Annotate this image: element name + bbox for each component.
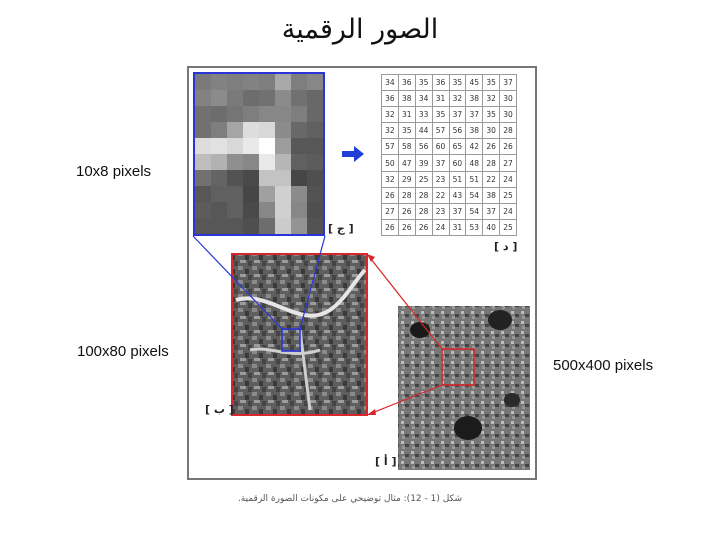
matrix-cell: 47 xyxy=(398,155,415,171)
figure-caption: شكل (1 - 12): مثال توضيحي على مكونات الصورة الرقمية. xyxy=(237,494,463,504)
pane-label-a: [ أ ] xyxy=(375,455,397,468)
matrix-cell: 45 xyxy=(466,75,483,91)
matrix-cell: 35 xyxy=(415,75,432,91)
matrix-cell: 65 xyxy=(449,139,466,155)
matrix-cell: 42 xyxy=(466,139,483,155)
matrix-cell: 27 xyxy=(382,203,399,219)
matrix-cell: 31 xyxy=(432,91,449,107)
matrix-cell: 38 xyxy=(466,123,483,139)
matrix-cell: 36 xyxy=(382,91,399,107)
matrix-cell: 25 xyxy=(500,219,517,235)
matrix-cell: 30 xyxy=(500,91,517,107)
matrix-cell: 44 xyxy=(415,123,432,139)
matrix-cell: 30 xyxy=(483,123,500,139)
matrix-cell: 37 xyxy=(500,75,517,91)
matrix-cell: 32 xyxy=(382,107,399,123)
matrix-cell: 35 xyxy=(449,75,466,91)
matrix-cell: 53 xyxy=(466,219,483,235)
matrix-cell: 34 xyxy=(415,91,432,107)
matrix-cell: 35 xyxy=(483,75,500,91)
page-title: الصور الرقمية xyxy=(281,14,439,45)
matrix-cell: 39 xyxy=(415,155,432,171)
matrix-cell: 24 xyxy=(500,203,517,219)
matrix-cell: 60 xyxy=(449,155,466,171)
matrix-cell: 31 xyxy=(398,107,415,123)
medium-resolution-image xyxy=(232,254,367,415)
matrix-cell: 35 xyxy=(398,123,415,139)
matrix-cell: 26 xyxy=(398,219,415,235)
matrix-cell: 36 xyxy=(398,75,415,91)
pane-label-b: [ ب ] xyxy=(205,403,234,416)
matrix-cell: 28 xyxy=(415,187,432,203)
matrix-cell: 48 xyxy=(466,155,483,171)
pane-label-d: [ د ] xyxy=(494,240,518,253)
matrix-cell: 34 xyxy=(382,75,399,91)
label-100x80: 100x80 pixels xyxy=(77,343,169,360)
matrix-cell: 26 xyxy=(382,187,399,203)
matrix-cell: 28 xyxy=(483,155,500,171)
matrix-cell: 50 xyxy=(382,155,399,171)
matrix-cell: 26 xyxy=(415,219,432,235)
matrix-cell: 37 xyxy=(466,107,483,123)
matrix-cell: 54 xyxy=(466,187,483,203)
matrix-cell: 26 xyxy=(398,203,415,219)
matrix-cell: 33 xyxy=(415,107,432,123)
matrix-cell: 37 xyxy=(483,203,500,219)
matrix-cell: 57 xyxy=(382,139,399,155)
matrix-cell: 51 xyxy=(449,171,466,187)
matrix-cell: 24 xyxy=(500,171,517,187)
matrix-cell: 32 xyxy=(382,123,399,139)
matrix-cell: 38 xyxy=(466,91,483,107)
matrix-cell: 23 xyxy=(432,203,449,219)
matrix-cell: 31 xyxy=(449,219,466,235)
matrix-cell: 32 xyxy=(449,91,466,107)
matrix-cell: 54 xyxy=(466,203,483,219)
matrix-cell: 56 xyxy=(415,139,432,155)
pane-label-c: [ ج ] xyxy=(328,222,354,235)
matrix-cell: 28 xyxy=(415,203,432,219)
matrix-cell: 28 xyxy=(500,123,517,139)
matrix-cell: 56 xyxy=(449,123,466,139)
matrix-cell: 35 xyxy=(432,107,449,123)
matrix-cell: 58 xyxy=(398,139,415,155)
matrix-cell: 22 xyxy=(432,187,449,203)
matrix-cell: 28 xyxy=(398,187,415,203)
matrix-cell: 40 xyxy=(483,219,500,235)
matrix-cell: 37 xyxy=(449,203,466,219)
matrix-cell: 51 xyxy=(466,171,483,187)
matrix-cell: 27 xyxy=(500,155,517,171)
matrix-cell: 43 xyxy=(449,187,466,203)
matrix-cell: 29 xyxy=(398,171,415,187)
matrix-cell: 30 xyxy=(500,107,517,123)
matrix-cell: 25 xyxy=(500,187,517,203)
matrix-cell: 25 xyxy=(415,171,432,187)
matrix-cell: 24 xyxy=(432,219,449,235)
label-500x400: 500x400 pixels xyxy=(553,357,654,374)
matrix-cell: 60 xyxy=(432,139,449,155)
matrix-cell: 35 xyxy=(483,107,500,123)
matrix-cell: 32 xyxy=(483,91,500,107)
matrix-cell: 38 xyxy=(483,187,500,203)
matrix-cell: 57 xyxy=(432,123,449,139)
matrix-cell: 36 xyxy=(432,75,449,91)
matrix-cell: 22 xyxy=(483,171,500,187)
matrix-cell: 26 xyxy=(483,139,500,155)
matrix-cell: 26 xyxy=(500,139,517,155)
label-10x8: 10x8 pixels xyxy=(76,163,152,180)
high-resolution-image xyxy=(398,306,530,470)
matrix-cell: 37 xyxy=(432,155,449,171)
matrix-cell: 23 xyxy=(432,171,449,187)
matrix-cell: 37 xyxy=(449,107,466,123)
matrix-cell: 38 xyxy=(398,91,415,107)
matrix-cell: 26 xyxy=(382,219,399,235)
matrix-cell: 32 xyxy=(382,171,399,187)
